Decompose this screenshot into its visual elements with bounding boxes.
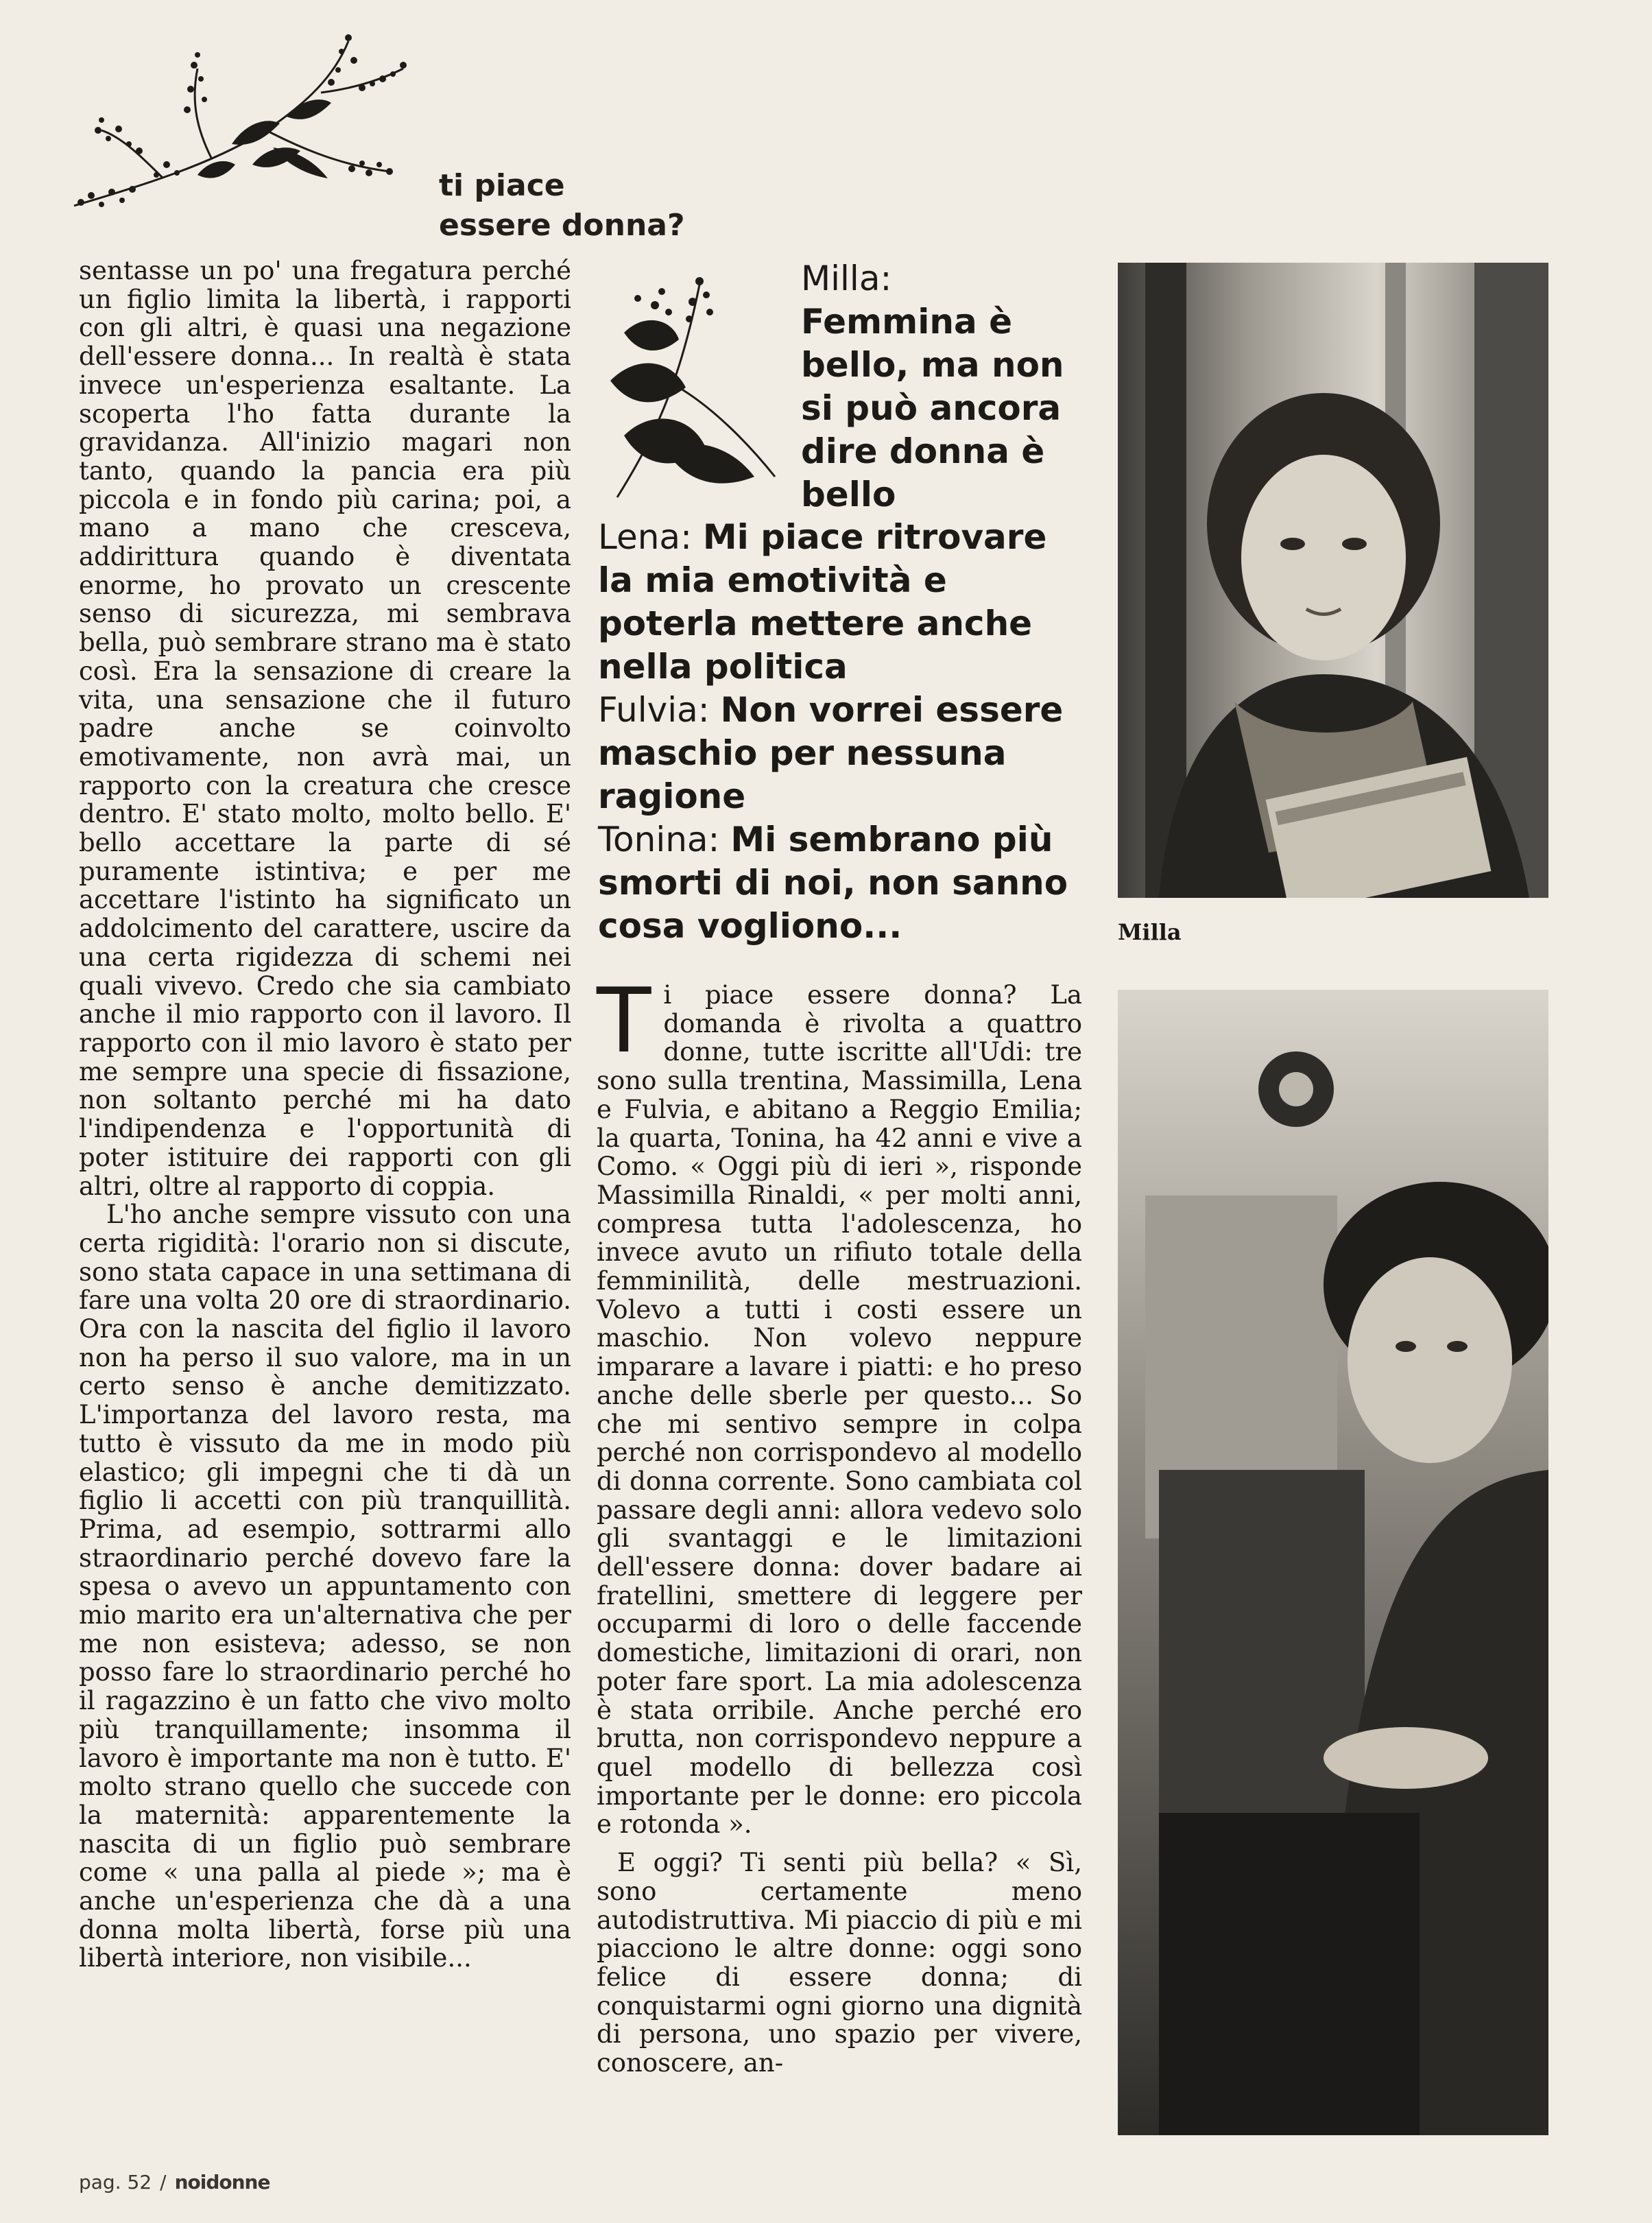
quote-text: Mi piace ritrovare la mia emotività e poterla mettere anche nella politica: [598, 517, 1047, 687]
footer-separator: /: [160, 2171, 167, 2194]
photo-worker: [1118, 990, 1548, 2135]
speaker-name: Milla:: [801, 259, 892, 298]
speaker-name: Lena:: [598, 517, 692, 557]
page-footer: [79, 2171, 270, 2194]
quote-fulvia: [598, 689, 1092, 818]
mimosa-sprig-icon: [60, 27, 417, 233]
photo-milla: [1118, 263, 1548, 898]
paragraph-text: i piace essere donna? La domanda è rivolta a quattro donne, tutte iscritte all'Udi: tre sono sulla trentina, Massimilla, Lena e Fulvia, e abitano a Reggio Emilia; la quarta, Tonina, ha 42 anni e vive a Como. « Oggi più di ieri », risponde Massimilla Rinaldi, « per molti anni, compresa tutta l'adolescenza, ho invece avuto un rifiuto totale della femminilità, delle mestruazioni. Volevo a tutti i costi essere un maschio. Non volevo neppure imparare a lavare i piatti: e ho preso anche delle sberle per questo... So che mi sentivo sempre in colpa perché non corrispondevo al modello di donna corrente. Sono cambiata col passare degli anni: allora vedevo solo gli svantaggi e le limitazioni dell'essere donna: dover badare ai fratellini, smettere di leggere per occuparmi di loro o delle faccende domestiche, limitazioni di orari, non poter fare sport. La mia adolescenza è stata orribile. Anche perché ero brutta, non corrispondevo neppure a quel modello di bellezza così importante per le donne: ero piccola e rotonda ».: [597, 980, 1082, 1840]
quote-text: Mi sembrano più smorti di noi, non sanno cosa vogliono...: [598, 820, 1068, 946]
quote-lena: [598, 516, 1092, 689]
article-column-left: [79, 257, 571, 1973]
speaker-name: Tonina:: [598, 820, 720, 859]
paragraph: L'ho anche sempre vissuto con una certa rigidità: l'orario non si discute, sono stata capace in una settimana di fare una volta 20 ore di straordinario. Ora con la nascita del figlio il lavoro non ha perso il suo valore, ma in un certo senso è anche demitizzato. L'importanza del lavoro resta, ma tutto è vissuto da me in modo più elastico; gli impegni che ti dà un figlio li accetti con più tranquillità. Prima, ad esempio, sottrarmi allo straordinario perché dovevo fare la spesa o avevo un appuntamento con mio marito era un'alternativa che per me non esisteva; adesso, se non posso fare lo straordinario perché ho il ragazzino è un fatto che vivo molto più tranquillamente; insomma il lavoro è importante ma non è tutto. E' molto strano quello che succede con la maternità: apparentemente la nascita di un figlio può sembrare come « una palla al piede »; ma è anche un'esperienza che dà a una donna molta libertà, forse più una libertà interiore, non visibile...: [79, 1200, 571, 1973]
mimosa-sprig-icon: [597, 271, 782, 504]
quote-text: Femmina è bello, ma non si può ancora dire donna è bello: [801, 302, 1064, 514]
title-line-2: essere donna?: [439, 208, 685, 243]
paragraph-intro: [597, 968, 1082, 1840]
quote-milla: [801, 257, 1089, 516]
paragraph: sentasse un po' una fregatura perché un figlio limita la libertà, i rapporti con gli altri, è quasi una negazione dell'essere donna... In realtà è stata invece un'esperienza esaltante. La scoperta l'ho fatta durante la gravidanza. All'inizio magari non tanto, quando la pancia era più piccola e in fondo più carina; poi, a mano a mano che cresceva, addirittura quando è diventata enorme, ho provato un crescente senso di sicurezza, mi sembrava bella, può sembrare strano ma è stato così. Era la sensazione di creare la vita, una sensazione che il futuro padre anche se coinvolto emotivamente, non avrà mai, un rapporto con la creatura che cresce dentro. E' stato molto, molto bello. E' bello accettare la parte di sé puramente istintiva; e per me accettare l'istinto ha significato un addolcimento del carattere, uscire da una certa rigidezza di schemi nei quali vivevo. Credo che sia cambiato anche il mio rapporto con il lavoro. Il rapporto con il mio lavoro è stato per me sempre una specie di fissazione, non soltanto perché mi ha dato l'indipendenza e l'opportunità di poter istituire dei rapporti con gli altri, oltre al rapporto di coppia.: [79, 256, 571, 1201]
magazine-name: noidonne: [174, 2171, 270, 2194]
speaker-name: Fulvia:: [598, 690, 710, 730]
photo-caption: Milla: [1118, 919, 1182, 945]
drop-cap: T: [597, 968, 651, 1073]
page-number: pag. 52: [79, 2171, 152, 2194]
quote-tonina: [598, 818, 1092, 948]
article-column-middle: [597, 968, 1082, 2078]
title-line-1: ti piace: [439, 168, 565, 203]
page-title: [439, 166, 850, 246]
paragraph: E oggi? Ti senti più bella? « Sì, sono certamente meno autodistruttiva. Mi piaccio di più e mi piacciono le altre donne: oggi sono felice di essere donna; di conquistarmi ogni giorno una dignità di persona, uno spazio per vivere, conoscere, an-: [597, 1848, 1082, 2078]
quotes-others: [598, 516, 1092, 948]
quote-text: Non vorrei essere maschio per nessuna ragione: [598, 690, 1064, 816]
